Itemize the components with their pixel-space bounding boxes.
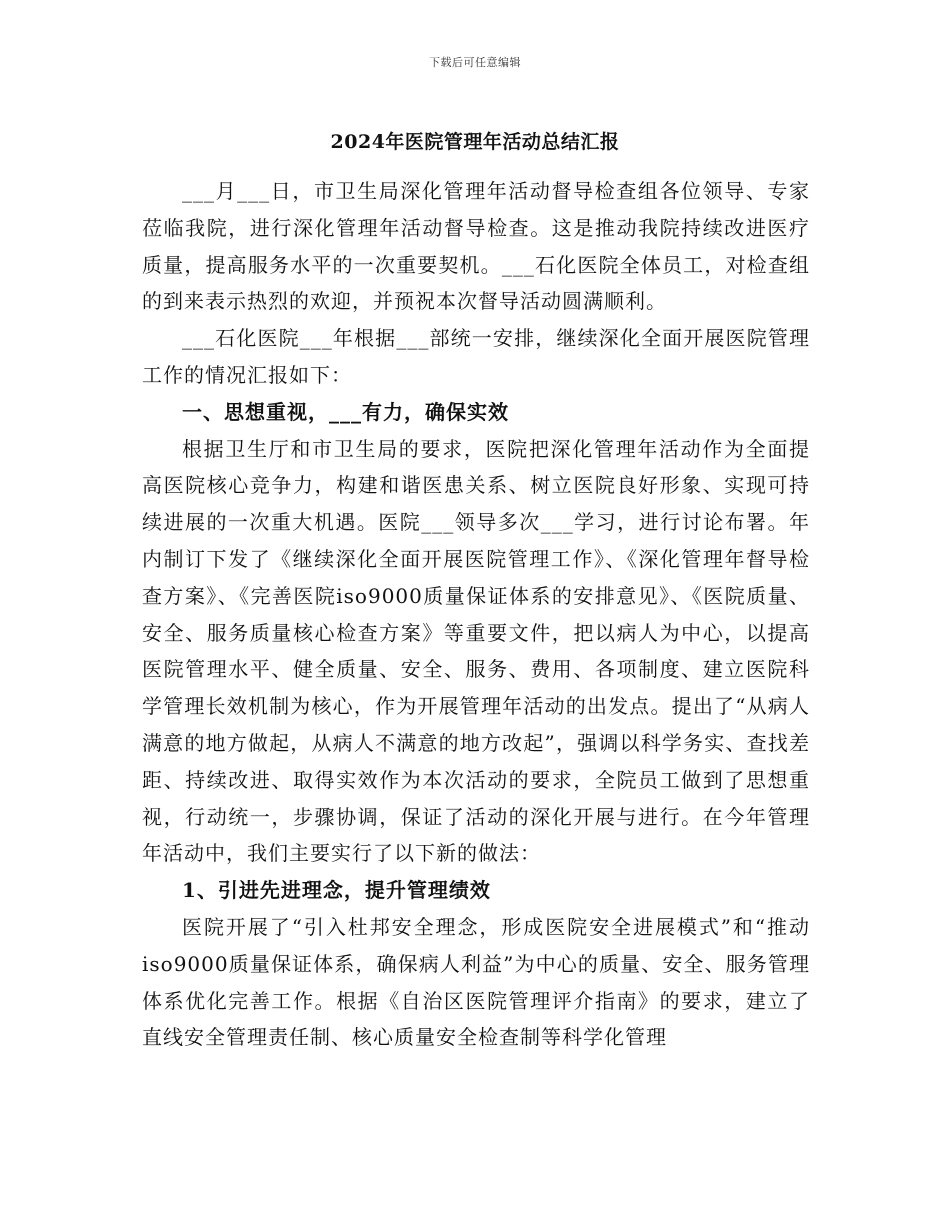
paragraph-overview: ___石化医院___年根据___部统一安排，继续深化全面开展医院管理工作的情况汇报如下： [142, 326, 810, 387]
paragraph-section-1: 根据卫生厅和市卫生局的要求，医院把深化管理年活动作为全面提高医院核心竞争力，构建和谐医患关系、树立医院良好形象、实现可持续进展的一次重大机遇。医院___领导多次___学习，进行讨论布署。年内制订下发了《继续深化全面开展医院管理工作》、《深化管理年督导检查方案》、《完善医院iso9000质量保证体系的安排意见》、《医院质量、安全、服务质量核心检查方案》等重要文件，把以病人为中心，以提高医院管理水平、健全质量、安全、服务、费用、各项制度、建立医院科学管理长效机制为核心，作为开展管理年活动的出发点。提出了“从病人满意的地方做起，从病人不满意的地方改起”，强调以科学务实、查找差距、持续改进、取得实效作为本次活动的要求，全院员工做到了思想重视，行动统一，步骤协调，保证了活动的深化开展与进行。在今年管理年活动中，我们主要实行了以下新的做法： [142, 436, 810, 866]
subsection-heading-1: 1、引进先进理念，提升管理绩效 [182, 878, 491, 903]
document-body [142, 173, 810, 1056]
section-heading-1: 一、思想重视，___有力，确保实效 [182, 399, 509, 424]
header-note: 下载后可任意编辑 [429, 56, 521, 69]
document-title: 2024年医院管理年活动总结汇报 [330, 131, 620, 153]
paragraph-subsection-1: 医院开展了“引入杜邦安全理念，形成医院安全进展模式”和“推动iso9000质量保证体系，确保病人利益”为中心的质量、安全、服务管理体系优化完善工作。根据《自治区医院管理评介指南》的要求，建立了直线安全管理责任制、核心质量安全检查制等科学化管理 [142, 914, 810, 1050]
paragraph-intro: ___月___日，市卫生局深化管理年活动督导检查组各位领导、专家莅临我院，进行深化管理年活动督导检查。这是推动我院持续改进医疗质量，提高服务水平的一次重要契机。___石化医院全体员工，对检查组的到来表示热烈的欢迎，并预祝本次督导活动圆满顺利。 [142, 179, 810, 314]
